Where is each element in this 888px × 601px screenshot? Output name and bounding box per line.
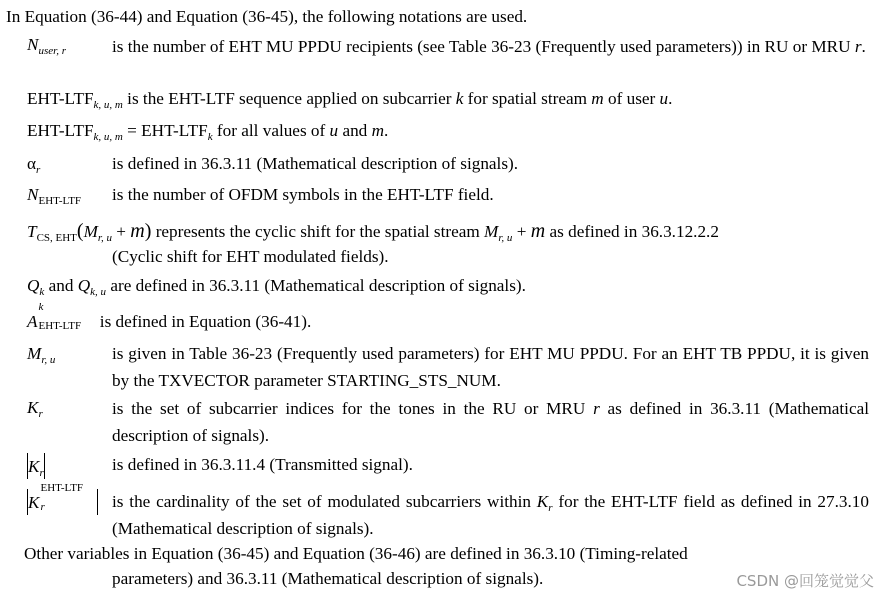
- def-n-eht-ltf: is the number of OFDM symbols in the EHT-LTF field.: [112, 185, 494, 204]
- term-n-eht-ltf: $N_{EHT-LTF}$: [27, 185, 82, 207]
- term-k-r: $K_r$: [27, 398, 43, 420]
- term-k-card: K EHT-LTF r: [27, 489, 98, 515]
- term-alpha: $\alpha_r$: [27, 154, 41, 176]
- def-alpha: is defined in 36.3.11 (Mathematical description of signals).: [112, 154, 519, 173]
- def-eht-ltf-kum: EHT-$LTF_{k, u, m}$ is the EHT-LTF sequence applied on subcarrier k for spatial stream m of user u.: [27, 89, 673, 111]
- csdn-watermark: CSDN @回笼觉觉父: [736, 572, 874, 590]
- def-k-card: is the cardinality of the set of modulated subcarriers within $K_r$ for the EHT-LTF field as defined in 27.3.10 (Mathematical description of signals).: [112, 492, 869, 538]
- def-n-user: is the number of EHT MU PPDU recipients (see Table 36-23 (Frequently used parameters)) in RU or MRU r.: [112, 37, 866, 56]
- def-m-ru: is given in Table 36-23 (Frequently used parameters) for EHT MU PPDU. For an EHT TB PPDU, it is given by the TXVECTOR parameter STARTING_STS_NUM.: [112, 344, 869, 390]
- term-k-abs: $K_r$: [27, 453, 45, 479]
- def-eht-ltf-equality: EHT-$LTF_{k, u, m} = EHT-LTF_k$ for all values of u and m.: [27, 121, 389, 143]
- term-n-user: $N_{user, r}$: [27, 35, 66, 57]
- def-k-abs: is defined in 36.3.11.4 (Transmitted signal).: [112, 455, 413, 474]
- def-a-eht-ltf: A k EHT-LTF is defined in Equation (36-41).: [27, 301, 312, 332]
- def-tcs-line2: (Cyclic shift for EHT modulated fields).: [112, 247, 389, 266]
- def-tcs-line1: $T_{CS, EHT}(M_{r, u} + m)$ represents the cyclic shift for the spatial stream $M_{r, u} + m$ as defined in 36.3.12.2.2: [27, 220, 719, 244]
- term-m-ru: $M_{r, u}$: [27, 344, 56, 366]
- def-k-r: is the set of subcarrier indices for the tones in the RU or MRU r as defined in 36.3.11 (Mathematical description of signals).: [112, 399, 869, 445]
- def-q: $Q_k$ and $Q_{k, u}$ are defined in 36.3.11 (Mathematical description of signals).: [27, 276, 526, 298]
- other-variables-paragraph: Other variables in Equation (36-45) and Equation (36-46) are defined in 36.3.10 (Timing-related parameters) and 36.3.11 (Mathematical description of signals).: [24, 544, 688, 588]
- intro-paragraph: In Equation (36-44) and Equation (36-45), the following notations are used.: [6, 7, 528, 26]
